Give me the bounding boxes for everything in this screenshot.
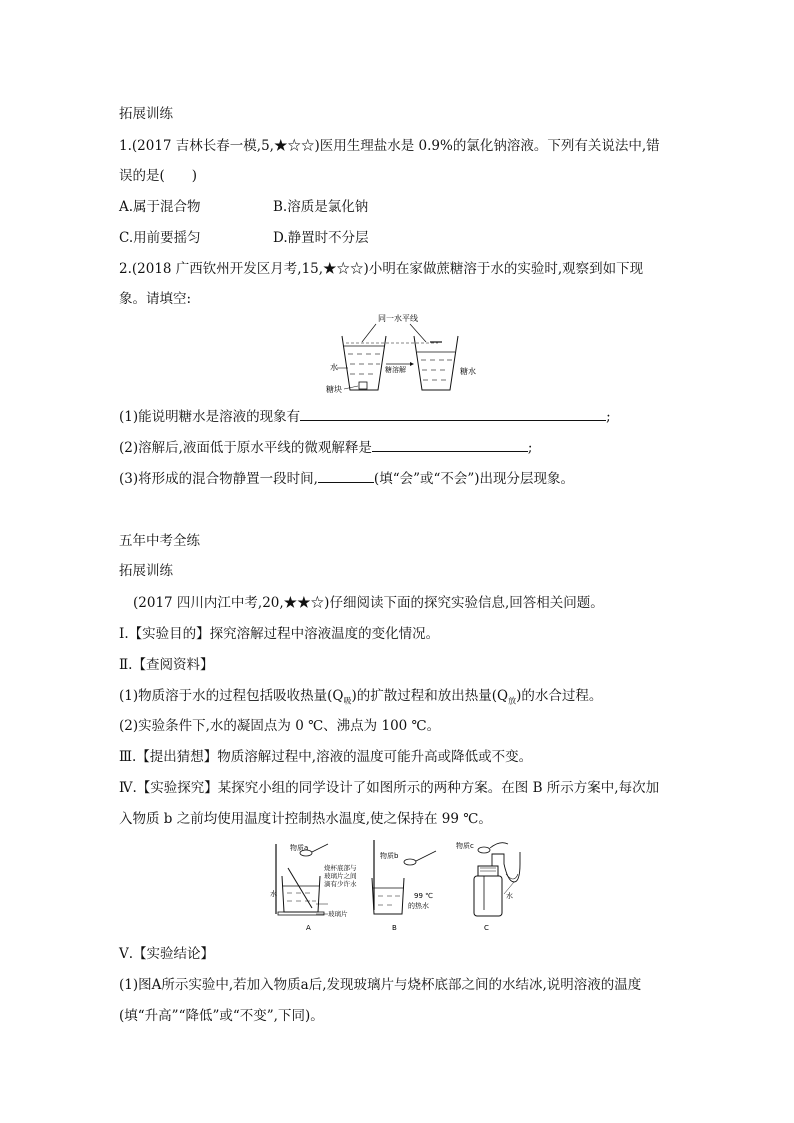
- q1-option-c: C.用前要摇匀: [119, 230, 201, 246]
- q1-options-row2: [119, 229, 369, 247]
- section-subheading-2: 拓展训练: [119, 563, 173, 579]
- fig-c-label: 物质c: [456, 842, 474, 850]
- apparatus-c: [456, 841, 520, 932]
- experiment-figure: [268, 838, 536, 934]
- q3-p3-sub2: 放: [508, 696, 517, 706]
- apparatus-a: [270, 843, 357, 932]
- q2-stem-line2: 象。请填空:: [119, 291, 192, 307]
- q1-option-a: A.属于混合物: [119, 199, 201, 215]
- q3-p8: Ⅴ.【实验结论】: [119, 946, 215, 962]
- q3-p2: Ⅱ.【查阅资料】: [119, 657, 214, 673]
- q3-p1: Ⅰ.【实验目的】探究溶解过程中溶液温度的变化情况。: [119, 626, 440, 642]
- fig-b-temp: 99 ℃: [414, 892, 433, 900]
- fig-label-sugarwater: 糖水: [460, 367, 476, 376]
- q3-p5: Ⅲ.【提出猜想】物质溶解过程中,溶液的温度可能升高或降低或不变。: [119, 749, 533, 765]
- fig-c-water: 水: [506, 892, 513, 900]
- fig-label-sugar: 糖块: [326, 385, 342, 394]
- sugar-dissolve-figure: [326, 312, 476, 398]
- q3-p4: (2)实验条件下,水的凝固点为 0 ℃、沸点为 100 ℃。: [119, 718, 441, 734]
- q3-p9: (1)图A所示实验中,若加入物质a后,发现玻璃片与烧杯底部之间的水结冰,说明溶液的温度: [119, 977, 642, 993]
- fig-a-glass: 玻璃片: [328, 910, 348, 918]
- q2-stem-line1: 2.(2018 广西钦州开发区月考,15,★☆☆)小明在家做蔗糖溶于水的实验时,观察到如下现: [119, 261, 644, 277]
- q3-intro: (2017 四川内江中考,20,★★☆)仔细阅读下面的探究实验信息,回答相关问题。: [133, 595, 604, 611]
- fig-b-label: 物质b: [380, 852, 399, 860]
- q2-sub1-text: (1)能说明糖水是溶液的现象有: [119, 409, 301, 425]
- q2-sub3-end: (填“会”或“不会”)出现分层现象。: [373, 471, 575, 487]
- q3-p3-sub1: 吸: [343, 696, 352, 706]
- q3-p6: Ⅳ.【实验探究】某探究小组的同学设计了如图所示的两种方案。在图 B 所示方案中,每次加: [119, 780, 660, 796]
- q1-stem-line2: 误的是( ): [119, 168, 198, 184]
- fig-a-caption: A: [306, 924, 311, 932]
- q3-p7: 入物质 b 之前均使用温度计控制热水温度,使之保持在 99 ℃。: [119, 811, 492, 827]
- fig-a-label: 物质a: [290, 844, 309, 852]
- q3-p3-a: (1)物质溶于水的过程包括吸收热量(Q: [119, 688, 344, 704]
- q1-option-b: B.溶质是氯化钠: [273, 199, 369, 215]
- q2-sub2-end: ;: [527, 440, 533, 456]
- q1-option-d: D.静置时不分层: [273, 230, 369, 246]
- fig-a-note1: 烧杯底部与: [324, 864, 357, 872]
- q1-options-row1: [119, 198, 368, 216]
- fig-b-hotwater: 的热水: [408, 902, 429, 910]
- answer-blank-2[interactable]: [372, 437, 528, 452]
- q3-p3-b: )的扩散过程和放出热量(Q: [351, 688, 509, 704]
- fig-a-note3: 滴有少许水: [324, 880, 357, 888]
- fig-label-top: 同一水平线: [378, 314, 418, 323]
- fig-label-dissolve: 糖溶解: [385, 366, 406, 374]
- q2-sub1: [119, 406, 611, 426]
- q2-sub3-text: (3)将形成的混合物静置一段时间,: [119, 471, 318, 487]
- section-heading-2: 五年中考全练: [119, 533, 200, 549]
- q2-sub2: [119, 437, 532, 457]
- answer-blank-3[interactable]: [318, 468, 374, 483]
- q1-stem-line1: 1.(2017 吉林长春一模,5,★☆☆)医用生理盐水是 0.9%的氯化钠溶液。下列有关说法中,错: [119, 138, 660, 154]
- section-heading-1: 拓展训练: [119, 106, 173, 122]
- q2-sub3: [119, 468, 574, 488]
- fig-a-note2: 玻璃片之间: [324, 872, 357, 880]
- q3-p3-c: )的水合过程。: [516, 688, 603, 704]
- fig-label-water: 水: [330, 363, 338, 372]
- q2-sub1-end: ;: [606, 409, 611, 425]
- q3-p10: (填“升高”“降低”或“不变”,下同)。: [119, 1008, 324, 1024]
- answer-blank-1[interactable]: [300, 406, 606, 421]
- fig-b-caption: B: [392, 924, 397, 932]
- q2-sub2-text: (2)溶解后,液面低于原水平线的微观解释是: [119, 440, 372, 456]
- apparatus-b: [372, 840, 436, 932]
- fig-c-caption: C: [484, 924, 489, 932]
- q3-p3: [119, 687, 602, 711]
- fig-a-water: 水: [270, 890, 277, 898]
